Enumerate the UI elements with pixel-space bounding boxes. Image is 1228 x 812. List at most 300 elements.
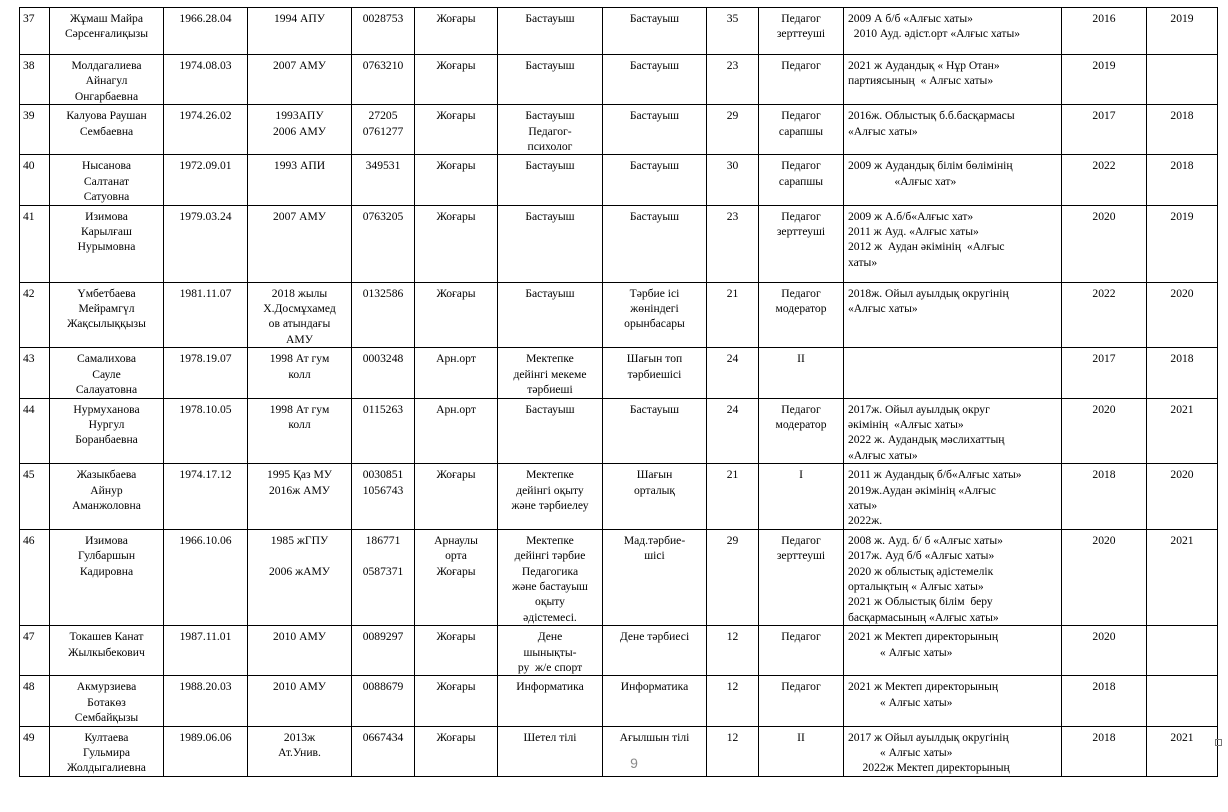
cell-awards (844, 626, 1062, 676)
cell-line: 2013ж (283, 730, 316, 744)
cell-education-level (415, 8, 498, 55)
cell-line: Жолдыгалиевна (67, 761, 146, 775)
cell-year-2: 2021 (1147, 529, 1218, 625)
cell-number: 45 (20, 464, 50, 530)
cell-category (759, 8, 844, 55)
cell-education-level (415, 464, 498, 530)
cell-line: Мектепке (526, 533, 574, 547)
cell-category (759, 205, 844, 282)
cell-line: 2022ж Мектеп директорының (848, 761, 1010, 775)
cell-specialty (498, 464, 603, 530)
cell-birth-date: 1978.10.05 (164, 398, 248, 464)
cell-line: 2007 АМУ (273, 209, 326, 223)
cell-full-name (50, 55, 164, 105)
cell-birth-date: 1972.09.01 (164, 155, 248, 205)
cell-education (248, 726, 352, 776)
cell-position (603, 464, 707, 530)
staff-table (19, 7, 1218, 777)
cell-line: жөніндегі (630, 302, 679, 316)
cell-line: Ат.Унив. (278, 746, 321, 760)
cell-line: модератор (775, 302, 827, 316)
cell-education-level (415, 676, 498, 726)
cell-line: орта (445, 549, 467, 563)
cell-work-experience: 30 (707, 155, 759, 205)
cell-work-experience: 23 (707, 205, 759, 282)
cell-work-experience: 29 (707, 105, 759, 155)
cell-line: 2010 АМУ (273, 630, 326, 644)
cell-line: зерттеуші (776, 549, 826, 563)
cell-line: 2011 ж Аудандық б/б«Алғыс хаты» (848, 468, 1022, 482)
cell-year-1: 2016 (1062, 8, 1147, 55)
cell-full-name (50, 726, 164, 776)
cell-specialty (498, 55, 603, 105)
cell-line: сарапшы (778, 174, 824, 188)
cell-full-name (50, 348, 164, 398)
cell-line: дейінгі мекеме (513, 367, 587, 381)
cell-specialty (498, 726, 603, 776)
cell-specialty (498, 348, 603, 398)
cell-line: II (797, 352, 805, 366)
table-row (20, 626, 1218, 676)
cell-diploma-number (352, 398, 415, 464)
cell-line: 0587371 (362, 564, 404, 578)
cell-line: Жоғары (436, 730, 476, 744)
cell-line: Карылғаш (81, 225, 132, 239)
cell-work-experience: 21 (707, 282, 759, 348)
cell-line: Салауатовна (75, 383, 138, 397)
cell-year-1: 2017 (1062, 105, 1147, 155)
cell-line: 2017ж. Ойыл ауылдық округ (848, 402, 990, 416)
cell-category (759, 726, 844, 776)
cell-line: психолог (527, 140, 573, 154)
cell-birth-date: 1966.10.06 (164, 529, 248, 625)
cell-line: Акмурзиева (76, 680, 137, 694)
cell-line: Педагог (781, 533, 821, 547)
cell-birth-date: 1981.11.07 (164, 282, 248, 348)
cell-line: 2017ж. Ауд б/б «Алғыс хаты» (848, 549, 995, 563)
cell-line: ов атындағы (268, 317, 331, 331)
cell-line: Шағын (636, 468, 673, 482)
cell-birth-date: 1974.08.03 (164, 55, 248, 105)
cell-line: Жоғары (436, 109, 476, 123)
cell-line: Мектепке (526, 468, 574, 482)
cell-education (248, 155, 352, 205)
cell-work-experience: 12 (707, 626, 759, 676)
cell-line: 1994 АПУ (273, 12, 326, 25)
cell-line: Ботакөз (87, 695, 126, 709)
cell-line: 2007 АМУ (273, 59, 326, 72)
cell-line: Информатика (516, 680, 584, 694)
cell-number: 41 (20, 205, 50, 282)
cell-line: тәрбиешісі (627, 367, 682, 381)
cell-education (248, 348, 352, 398)
cell-birth-date: 1979.03.24 (164, 205, 248, 282)
cell-line: Жоғары (436, 59, 476, 72)
table-row (20, 205, 1218, 282)
cell-line: Молдагалиева (71, 59, 142, 72)
cell-line: Айнагул (85, 74, 128, 88)
cell-birth-date: 1966.28.04 (164, 8, 248, 55)
cell-line: орынбасары (624, 317, 685, 331)
cell-line: Үмбетбаева (77, 286, 136, 300)
cell-full-name (50, 464, 164, 530)
cell-line: Педагог (781, 12, 821, 25)
cell-category (759, 464, 844, 530)
cell-line: 2006 жАМУ (269, 564, 330, 578)
cell-line: Мектепке (526, 352, 574, 366)
cell-number: 44 (20, 398, 50, 464)
cell-line: 2019ж.Аудан әкімінің «Алғыс (848, 483, 996, 497)
cell-year-1: 2022 (1062, 282, 1147, 348)
cell-line: хаты» (848, 498, 878, 512)
cell-line: 1995 Қаз МУ (267, 468, 332, 482)
cell-line: « Алғыс хаты» (848, 746, 953, 760)
cell-full-name (50, 282, 164, 348)
cell-line: Мад.тәрбие- (623, 533, 686, 547)
cell-education (248, 105, 352, 155)
cell-line: және тәрбиелеу (511, 498, 589, 512)
cell-line: Бастауыш (525, 286, 575, 300)
cell-line: зерттеуші (776, 225, 826, 239)
cell-line: Сембайқызы (74, 711, 139, 725)
cell-line: Педагог (781, 209, 821, 223)
cell-education-level (415, 529, 498, 625)
cell-line: 1056743 (362, 483, 404, 497)
cell-line: 0003248 (362, 352, 404, 366)
cell-line: Педагог (781, 630, 821, 644)
cell-line: 2009 ж Аудандық білім бөлімінің (848, 159, 1013, 173)
cell-line: «Алғыс хат» (848, 174, 957, 188)
cell-line: Нысанова (81, 159, 132, 173)
cell-line: 2009 ж А.б/б«Алғыс хат» (848, 209, 974, 223)
cell-full-name (50, 529, 164, 625)
cell-line: Бастауыш (525, 12, 575, 25)
cell-education (248, 676, 352, 726)
cell-year-1: 2018 (1062, 726, 1147, 776)
cell-work-experience: 24 (707, 398, 759, 464)
cell-line: Жоғары (436, 564, 476, 578)
cell-line (252, 548, 347, 563)
cell-line: Шағын топ (626, 352, 683, 366)
cell-work-experience: 21 (707, 464, 759, 530)
cell-line: Онгарбаевна (74, 89, 139, 103)
cell-line: Жоғары (436, 209, 476, 223)
cell-line: және бастауыш (512, 579, 588, 593)
cell-category (759, 676, 844, 726)
cell-line: Кадировна (79, 564, 134, 578)
cell-line: 2006 АМУ (273, 124, 326, 138)
cell-line: Боранбаевна (75, 433, 138, 447)
cell-year-2: 2021 (1147, 726, 1218, 776)
cell-line: 0763210 (362, 59, 404, 72)
cell-line: Жақсылыққызы (67, 317, 146, 331)
cell-awards (844, 8, 1062, 55)
cell-line: Информатика (620, 680, 689, 694)
cell-line: 1998 Ат гум (269, 402, 330, 416)
cell-line: модератор (775, 417, 827, 431)
cell-specialty (498, 282, 603, 348)
cell-line: 2022 ж. Аудандық мәслихаттың (848, 433, 1005, 447)
cell-diploma-number (352, 8, 415, 55)
table-resize-handle (1215, 739, 1222, 746)
cell-number: 47 (20, 626, 50, 676)
cell-year-2: 2018 (1147, 155, 1218, 205)
cell-line: Арн.орт (436, 352, 476, 366)
cell-specialty (498, 398, 603, 464)
cell-work-experience: 12 (707, 676, 759, 726)
cell-specialty (498, 8, 603, 55)
cell-category (759, 626, 844, 676)
cell-line: 1993 АПИ (273, 159, 326, 173)
page-number: 9 (630, 755, 638, 771)
cell-education (248, 205, 352, 282)
cell-position (603, 205, 707, 282)
cell-line: 2017 ж Ойыл ауылдық округінің (848, 730, 1009, 744)
cell-diploma-number (352, 626, 415, 676)
cell-diploma-number (352, 55, 415, 105)
cell-line: дейінгі оқыту (516, 483, 584, 497)
cell-awards (844, 155, 1062, 205)
cell-year-2 (1147, 626, 1218, 676)
cell-line: Бастауыш (525, 59, 575, 72)
table-row (20, 676, 1218, 726)
cell-work-experience: 35 (707, 8, 759, 55)
cell-diploma-number (352, 105, 415, 155)
cell-diploma-number (352, 205, 415, 282)
cell-line: 2021 ж Аудандық « Нұр Отан» (848, 59, 1000, 72)
cell-line: Жұмаш Майра (69, 12, 144, 25)
cell-year-2: 2020 (1147, 282, 1218, 348)
table-row (20, 8, 1218, 55)
cell-work-experience: 24 (707, 348, 759, 398)
table-row (20, 55, 1218, 105)
cell-line: 1993АПУ (275, 109, 324, 123)
cell-line: 349531 (365, 159, 401, 173)
cell-full-name (50, 626, 164, 676)
cell-line: Сатуовна (83, 190, 130, 204)
cell-line: орталық (633, 483, 676, 497)
cell-work-experience: 23 (707, 55, 759, 105)
cell-line: 0761277 (362, 124, 404, 138)
cell-line: 2022ж. (848, 514, 883, 528)
cell-year-1: 2020 (1062, 398, 1147, 464)
cell-line: «Алғыс хаты» (848, 448, 918, 462)
cell-education (248, 8, 352, 55)
cell-year-1: 2020 (1062, 529, 1147, 625)
cell-line: АМУ (286, 332, 313, 346)
cell-position (603, 626, 707, 676)
cell-line: 2020 ж облыстық әдістемелік (848, 564, 994, 578)
cell-education (248, 626, 352, 676)
cell-diploma-number (352, 529, 415, 625)
cell-line: Бастауыш (525, 159, 575, 173)
cell-line: 186771 (365, 533, 401, 547)
cell-line: 2010 Ауд. әдіст.орт «Алғыс хаты» (848, 27, 1021, 41)
cell-education (248, 464, 352, 530)
cell-line: 2012 ж Аудан әкімінің «Алғыс (848, 240, 1005, 254)
cell-line: Жоғары (436, 468, 476, 482)
cell-line: оқыту (535, 595, 565, 609)
cell-work-experience: 29 (707, 529, 759, 625)
cell-line: шісі (644, 549, 665, 563)
cell-position (603, 282, 707, 348)
cell-diploma-number (352, 348, 415, 398)
cell-line: Токашев Канат (69, 630, 144, 644)
cell-line: Бастауыш (629, 402, 680, 416)
cell-specialty (498, 676, 603, 726)
cell-full-name (50, 398, 164, 464)
cell-full-name (50, 205, 164, 282)
cell-line: шынықты- (523, 645, 577, 659)
cell-number: 40 (20, 155, 50, 205)
cell-line: Бастауыш (525, 209, 575, 223)
cell-awards (844, 529, 1062, 625)
cell-line: Педагог (781, 402, 821, 416)
cell-category (759, 348, 844, 398)
cell-line: әкімінің «Алғыс хаты» (848, 417, 964, 431)
cell-number: 38 (20, 55, 50, 105)
cell-line: ру ж/е спорт (517, 661, 583, 674)
cell-line: Жазыкбаева (76, 468, 137, 482)
cell-category (759, 105, 844, 155)
cell-line: Бастауыш (629, 209, 680, 223)
cell-awards (844, 676, 1062, 726)
cell-line: Сәрсенғалиқызы (64, 27, 149, 41)
cell-category (759, 529, 844, 625)
cell-specialty (498, 105, 603, 155)
cell-birth-date: 1974.17.12 (164, 464, 248, 530)
cell-line: Гульмира (82, 746, 131, 760)
cell-line: Педагог (781, 109, 821, 123)
cell-line: 2016ж. Облыстық б.б.басқармасы (848, 109, 1015, 123)
cell-category (759, 398, 844, 464)
cell-number: 42 (20, 282, 50, 348)
cell-line: сарапшы (778, 124, 824, 138)
cell-specialty (498, 529, 603, 625)
cell-line: Тәрбие ісі (629, 286, 680, 300)
cell-full-name (50, 105, 164, 155)
cell-line: 0115263 (362, 402, 404, 416)
cell-line: 2009 А б/б «Алғыс хаты» (848, 12, 973, 25)
cell-line: Салтанат (83, 174, 130, 188)
cell-line: Педагог (781, 159, 821, 173)
cell-line: Педагог (781, 59, 821, 72)
cell-awards (844, 398, 1062, 464)
table-row (20, 282, 1218, 348)
cell-line: 0132586 (362, 286, 404, 300)
cell-line: 0030851 (362, 468, 404, 482)
cell-line: Арнаулы (434, 533, 478, 547)
cell-number: 46 (20, 529, 50, 625)
cell-line: «Алғыс хаты» (848, 124, 918, 138)
cell-full-name (50, 155, 164, 205)
cell-line: Сембаевна (79, 124, 134, 138)
table-row (20, 529, 1218, 625)
cell-position (603, 726, 707, 776)
table-row (20, 105, 1218, 155)
cell-line: «Алғыс хаты» (848, 302, 918, 316)
cell-category (759, 55, 844, 105)
cell-birth-date: 1989.06.06 (164, 726, 248, 776)
cell-line: Изимова (85, 209, 128, 223)
cell-line: Педагог (781, 286, 821, 300)
cell-line: Жоғары (436, 12, 476, 25)
cell-education-level (415, 105, 498, 155)
cell-work-experience: 12 (707, 726, 759, 776)
cell-awards (844, 55, 1062, 105)
cell-education-level (415, 55, 498, 105)
cell-line: 2008 ж. Ауд. б/ б «Алғыс хаты» (848, 533, 1003, 547)
cell-diploma-number (352, 676, 415, 726)
cell-line: « Алғыс хаты» (848, 695, 953, 709)
cell-line: Бастауыш (629, 159, 680, 173)
table-row (20, 398, 1218, 464)
cell-position (603, 676, 707, 726)
cell-line: Шетел тілі (523, 730, 577, 744)
cell-line: 0763205 (362, 209, 404, 223)
cell-line: партиясының « Алғыс хаты» (848, 74, 994, 88)
cell-awards (844, 205, 1062, 282)
cell-position (603, 529, 707, 625)
cell-line: Педагог- (528, 124, 572, 138)
cell-position (603, 55, 707, 105)
cell-line: Бастауыш (629, 12, 680, 25)
cell-line: 1998 Ат гум (269, 352, 330, 366)
cell-birth-date: 1974.26.02 (164, 105, 248, 155)
cell-position (603, 348, 707, 398)
cell-line: 2016ж АМУ (269, 483, 330, 497)
cell-line: 0028753 (362, 12, 404, 25)
cell-year-2: 2021 (1147, 398, 1218, 464)
table-row (20, 348, 1218, 398)
cell-education-level (415, 726, 498, 776)
cell-specialty (498, 626, 603, 676)
cell-line: 0089297 (362, 630, 404, 644)
cell-education (248, 529, 352, 625)
cell-year-1: 2020 (1062, 205, 1147, 282)
cell-line: Самалихова (77, 352, 136, 366)
cell-awards (844, 348, 1062, 398)
cell-number: 43 (20, 348, 50, 398)
cell-diploma-number (352, 464, 415, 530)
cell-year-1: 2020 (1062, 626, 1147, 676)
cell-line: колл (288, 367, 311, 381)
cell-line: Айнур (90, 483, 123, 497)
table-row (20, 155, 1218, 205)
cell-diploma-number (352, 726, 415, 776)
cell-line: 2018ж. Ойыл ауылдық округінің (848, 286, 1009, 300)
cell-birth-date: 1987.11.01 (164, 626, 248, 676)
cell-line: Бастауыш (525, 402, 575, 416)
cell-line: Нургул (88, 417, 125, 431)
cell-line: Изимова (85, 533, 128, 547)
cell-awards (844, 282, 1062, 348)
cell-year-2: 2019 (1147, 8, 1218, 55)
cell-number: 49 (20, 726, 50, 776)
cell-line: I (799, 468, 803, 482)
cell-line: 27205 (368, 109, 398, 123)
cell-year-2 (1147, 676, 1218, 726)
cell-position (603, 8, 707, 55)
cell-line: Сауле (92, 367, 121, 381)
cell-line: Жоғары (436, 630, 476, 644)
cell-education (248, 398, 352, 464)
cell-specialty (498, 205, 603, 282)
cell-line: Жылкыбекович (68, 645, 145, 659)
cell-education-level (415, 348, 498, 398)
cell-line: 2010 АМУ (273, 680, 326, 694)
cell-line: 2011 ж Ауд. «Алғыс хаты» (848, 225, 979, 239)
